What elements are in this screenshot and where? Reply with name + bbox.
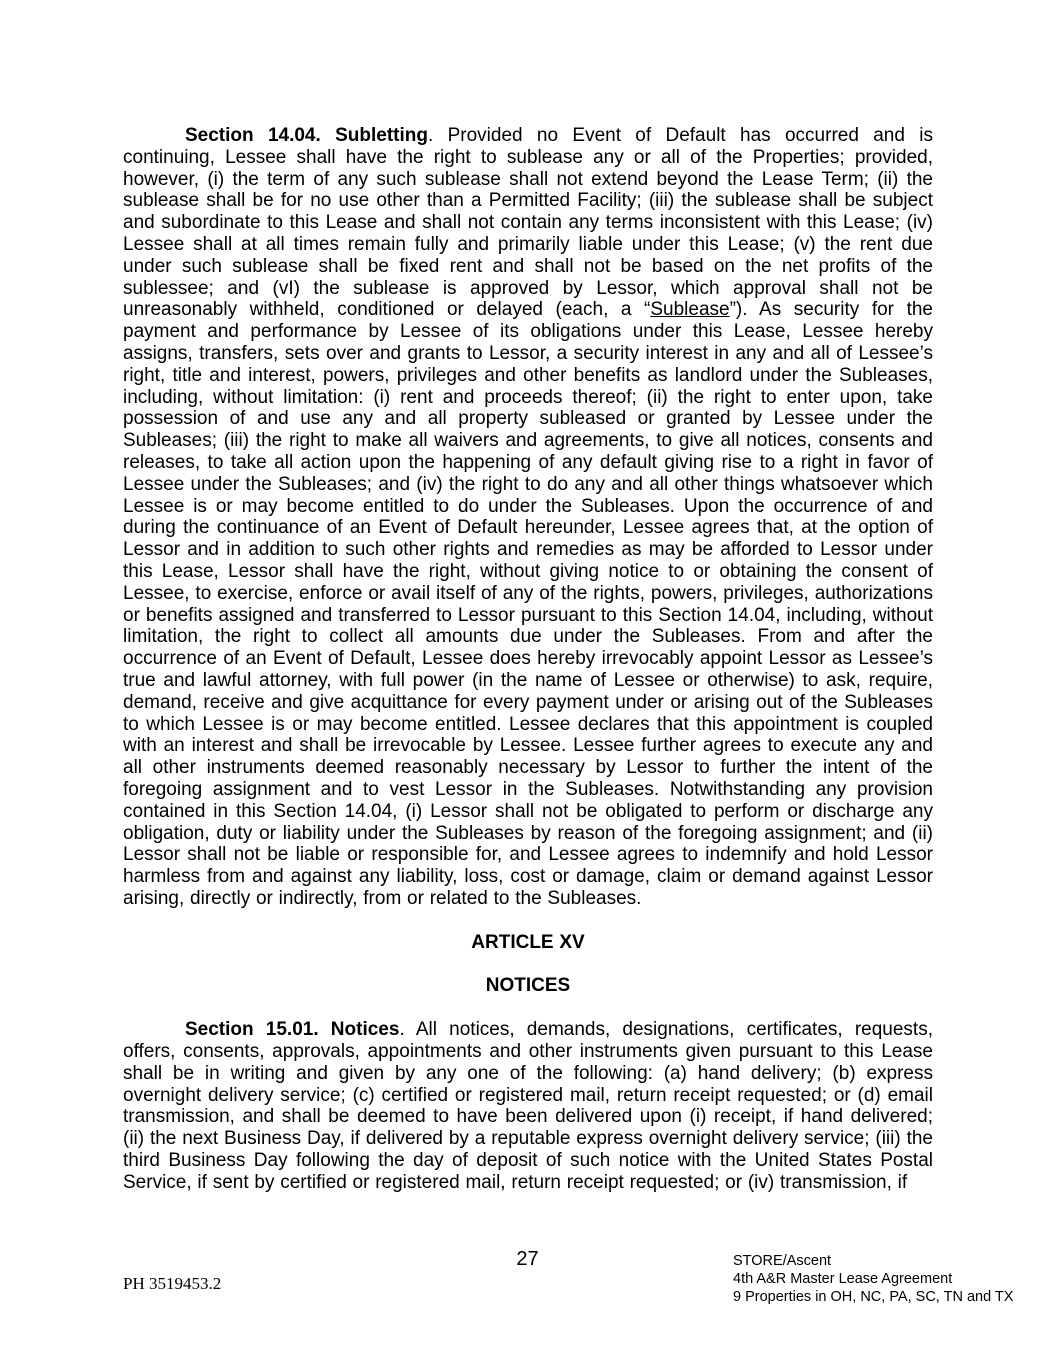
section-14-04-text-before-term: . Provided no Event of Default has occurred and is continuing, Lessee shall have the right to sublease any or all of the Properties; provided, however, (i) the term of any such sublease shall not extend beyond the Lease Term; (ii) the sublease shall be for no use other than a Permitted Facility; (iii) the sublease shall be subject and subordinate to this Lease and shall not contain any terms inconsistent with this Lease; (iv) Lessee shall at all times remain fully and primarily liable under this Lease; (v) the rent due under such sublease shall be fixed rent and shall not be based on the net profits of the sublessee; and (vI) the sublease is approved by Lessor, which approval shall not be unreasonably withheld, conditioned or delayed (each, a “ <box>123 125 933 321</box>
section-14-04-paragraph <box>123 125 933 910</box>
page-number: 27 <box>516 1248 539 1270</box>
article-xv-heading: ARTICLE XV <box>471 931 585 953</box>
reference-line-properties: 9 Properties in OH, NC, PA, SC, TN and TX <box>733 1289 1014 1306</box>
section-15-01-text: . All notices, demands, designations, certificates, requests, offers, consents, approvals, appointments and other instruments given pursuant to this Lease shall be in writing and given by any one of the following: (a) hand delivery; (b) express overnight delivery service; (c) certified or registered mail, return receipt requested; or (d) email transmission, and shall be deemed to have been delivered upon (i) receipt, if hand delivered; (ii) the next Business Day, if delivered by a reputable express overnight delivery service; (iii) the third Business Day following the day of deposit of such notice with the United States Postal Service, if sent by certified or registered mail, return receipt requested; or (iv) transmission, if <box>123 1019 933 1193</box>
notices-subheading: NOTICES <box>485 975 571 997</box>
reference-line-client: STORE/Ascent <box>733 1253 832 1269</box>
document-body <box>123 125 933 1194</box>
section-15-01-paragraph <box>123 1019 933 1193</box>
section-14-04-heading: Section 14.04. Subletting <box>185 125 428 146</box>
sublease-defined-term: Sublease <box>650 299 730 321</box>
document-reference-block <box>733 1252 1013 1307</box>
reference-line-agreement: 4th A&R Master Lease Agreement <box>733 1271 953 1288</box>
document-id-stamp: PH 3519453.2 <box>123 1274 222 1293</box>
section-15-01-heading: Section 15.01. Notices <box>185 1019 400 1041</box>
section-14-04-text-after-term: ”). As security for the payment and performance by Lessee of its obligations under this Lease, Lessee hereby assigns, transfers, sets over and grants to Lessor, a security interest in any and all of Lessee’s right, title and interest, powers, privileges and other benefits as landlord under the Subleases, including, without limitation: (i) rent and proceeds thereof; (ii) the right to enter upon, take possession of and use any and all property subleased or granted by Lessee under the Subleases; (iii) the right to make all waivers and agreements, to give all notices, consents and releases, to take all action upon the happening of any default giving rise to a right in favor of Lessee under the Subleases; and (iv) the right to do any and all other things whatsoever which Lessee is or may become entitled to do under the Subleases. Upon the occurrence of and during the continuance of an Event of Default hereunder, Lessee agrees that, at the option of Lessor and in addition to such other rights and remedies as may be afforded to Lessor under this Lease, Lessor shall have the right, without giving notice to or obtaining the consent of Lessee, to exercise, enforce or avail itself of any of the rights, powers, privileges, authorizations or benefits assigned and transferred to Lessor pursuant to this Section 14.04, including, without limitation, the right to collect all amounts due under the Subleases. From and after the occurrence of an Event of Default, Lessee does hereby irrevocably appoint Lessor as Lessee’s true and lawful attorney, with full power (in the name of Lessee or otherwise) to ask, require, demand, receive and give acquittance for every payment under or arising out of the Subleases to which Lessee is or may become entitled. Lessee declares that this appointment is coupled with an interest and shall be irrevocable by Lessee. Lessee further agrees to execute any and all other instruments deemed reasonably necessary by Lessor to further the intent of the foregoing assignment and to vest Lessor in the Subleases. Notwithstanding any provision contained in this Section 14.04, (i) Lessor shall not be obligated to perform or discharge any obligation, duty or liability under the Subleases by reason of the foregoing assignment; and (ii) Lessor shall not be liable or responsible for, and Lessee agrees to indemnify and hold Lessor harmless from and against any liability, loss, cost or damage, claim or demand against Lessor arising, directly or indirectly, from or related to the Subleases. <box>123 299 933 909</box>
